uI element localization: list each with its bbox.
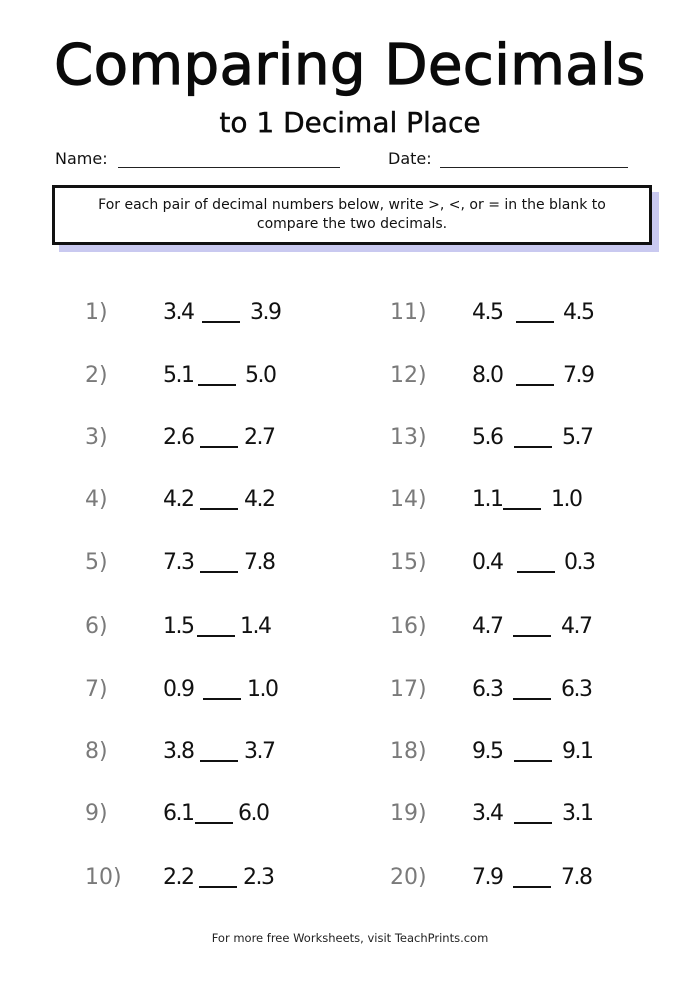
right-value: 3.9 (250, 300, 281, 325)
right-value: 2.3 (243, 865, 274, 890)
instruction-text: For each pair of decimal numbers below, write >, <, or = in the blank to compare the two decimals. (98, 197, 606, 232)
right-value: 4.7 (561, 614, 592, 639)
right-value: 3.7 (244, 739, 275, 764)
answer-blank[interactable] (513, 635, 551, 637)
problem-number: 13) (390, 425, 427, 450)
problem-row (0, 361, 700, 391)
right-value: 1.4 (240, 614, 271, 639)
right-value: 4.2 (244, 487, 275, 512)
problem-number: 15) (390, 550, 427, 575)
left-value: 2.6 (163, 425, 194, 450)
right-value: 7.8 (561, 865, 592, 890)
left-value: 4.5 (472, 300, 503, 325)
answer-blank[interactable] (516, 321, 554, 323)
left-value: 2.2 (163, 865, 194, 890)
problem-number: 16) (390, 614, 427, 639)
right-value: 6.0 (238, 801, 269, 826)
instruction-box (52, 185, 652, 245)
date-label: Date: (388, 149, 432, 168)
right-value: 5.0 (245, 363, 276, 388)
left-value: 5.6 (472, 425, 503, 450)
worksheet-subtitle: to 1 Decimal Place (219, 106, 481, 139)
right-value: 5.7 (562, 425, 593, 450)
name-label: Name: (55, 149, 108, 168)
answer-blank[interactable] (516, 384, 554, 386)
answer-blank[interactable] (503, 508, 541, 510)
problem-number: 6) (85, 614, 108, 639)
left-value: 0.9 (163, 677, 194, 702)
left-value: 8.0 (472, 363, 503, 388)
problem-row (0, 485, 700, 515)
problem-number: 20) (390, 865, 427, 890)
answer-blank[interactable] (513, 886, 551, 888)
answer-blank[interactable] (514, 760, 552, 762)
problem-number: 10) (85, 865, 122, 890)
problem-row (0, 548, 700, 578)
left-value: 7.3 (163, 550, 194, 575)
problem-number: 3) (85, 425, 108, 450)
problem-row (0, 799, 700, 829)
answer-blank[interactable] (513, 698, 551, 700)
left-value: 9.5 (472, 739, 503, 764)
left-value: 4.7 (472, 614, 503, 639)
right-value: 1.0 (551, 487, 582, 512)
right-value: 4.5 (563, 300, 594, 325)
problem-row (0, 423, 700, 453)
right-value: 0.3 (564, 550, 595, 575)
right-value: 1.0 (247, 677, 278, 702)
left-value: 3.4 (163, 300, 194, 325)
problem-number: 7) (85, 677, 108, 702)
problem-row (0, 863, 700, 893)
right-value: 3.1 (562, 801, 593, 826)
left-value: 1.5 (163, 614, 194, 639)
left-value: 4.2 (163, 487, 194, 512)
name-field[interactable] (118, 167, 340, 168)
problem-number: 9) (85, 801, 108, 826)
right-value: 7.9 (563, 363, 594, 388)
left-value: 6.3 (472, 677, 503, 702)
left-value: 5.1 (163, 363, 194, 388)
problem-number: 14) (390, 487, 427, 512)
problem-number: 18) (390, 739, 427, 764)
problem-row (0, 737, 700, 767)
problem-number: 17) (390, 677, 427, 702)
answer-blank[interactable] (517, 571, 555, 573)
problem-number: 2) (85, 363, 108, 388)
left-value: 7.9 (472, 865, 503, 890)
answer-blank[interactable] (514, 446, 552, 448)
right-value: 2.7 (244, 425, 275, 450)
problem-number: 19) (390, 801, 427, 826)
left-value: 3.4 (472, 801, 503, 826)
problem-row (0, 675, 700, 705)
problem-number: 11) (390, 300, 427, 325)
left-value: 3.8 (163, 739, 194, 764)
left-value: 0.4 (472, 550, 503, 575)
right-value: 6.3 (561, 677, 592, 702)
problem-number: 4) (85, 487, 108, 512)
left-value: 6.1 (163, 801, 194, 826)
answer-blank[interactable] (514, 822, 552, 824)
problem-number: 12) (390, 363, 427, 388)
problem-row (0, 612, 700, 642)
right-value: 9.1 (562, 739, 593, 764)
problem-row (0, 298, 700, 328)
worksheet-title: Comparing Decimals (54, 33, 646, 98)
left-value: 1.1 (472, 487, 503, 512)
date-field[interactable] (440, 167, 628, 168)
footer-link-text: For more free Worksheets, visit TeachPrints.com (211, 931, 489, 945)
problem-number: 1) (85, 300, 108, 325)
problem-number: 8) (85, 739, 108, 764)
right-value: 7.8 (244, 550, 275, 575)
problem-number: 5) (85, 550, 108, 575)
